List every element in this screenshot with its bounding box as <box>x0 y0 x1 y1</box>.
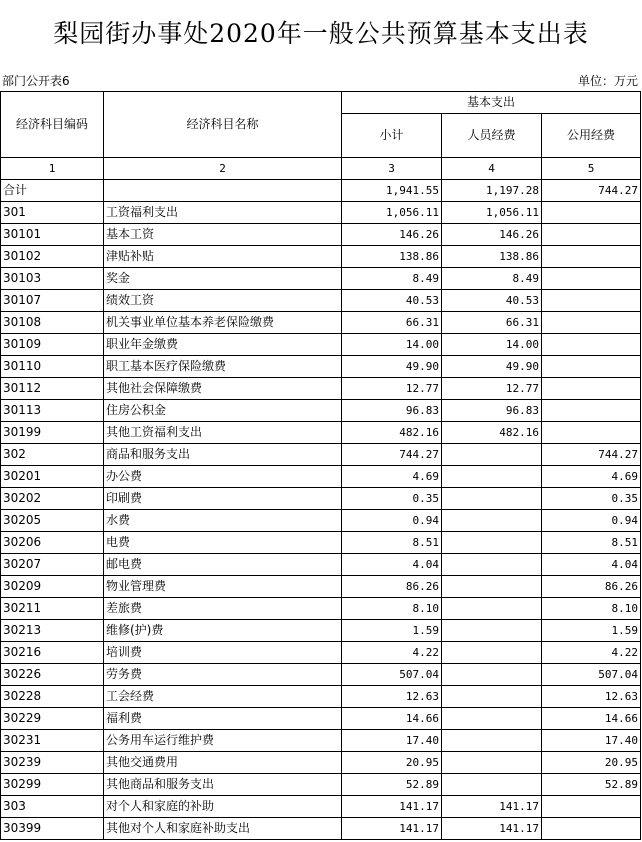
table-row <box>1 488 641 510</box>
row-personnel-cell: 40.53 <box>442 290 542 312</box>
table-row <box>1 642 641 664</box>
row-public-cell: 86.26 <box>542 576 641 598</box>
row-code-cell: 30207 <box>1 554 104 576</box>
row-personnel-cell: 1,197.28 <box>442 180 542 202</box>
row-subtotal-cell: 96.83 <box>342 400 442 422</box>
row-subtotal-cell: 20.95 <box>342 752 442 774</box>
row-personnel-cell <box>442 708 542 730</box>
row-name-cell: 水费 <box>104 510 342 532</box>
row-personnel-cell <box>442 554 542 576</box>
index-cell: 5 <box>542 158 641 180</box>
row-public-cell <box>542 290 641 312</box>
row-name-cell: 其他对个人和家庭补助支出 <box>104 818 342 840</box>
header-name: 经济科目名称 <box>104 92 342 158</box>
row-code-cell: 303 <box>1 796 104 818</box>
row-name-cell: 邮电费 <box>104 554 342 576</box>
row-subtotal-cell: 482.16 <box>342 422 442 444</box>
row-subtotal-cell: 40.53 <box>342 290 442 312</box>
row-name-cell: 其他交通费用 <box>104 752 342 774</box>
table-row <box>1 180 641 202</box>
index-row <box>1 158 641 180</box>
row-subtotal-cell: 1.59 <box>342 620 442 642</box>
row-name-cell: 办公费 <box>104 466 342 488</box>
row-public-cell: 507.04 <box>542 664 641 686</box>
row-name-cell: 商品和服务支出 <box>104 444 342 466</box>
table-row <box>1 554 641 576</box>
row-name-cell: 津贴补贴 <box>104 246 342 268</box>
row-subtotal-cell: 17.40 <box>342 730 442 752</box>
row-subtotal-cell: 52.89 <box>342 774 442 796</box>
budget-table <box>0 91 641 840</box>
index-cell: 1 <box>1 158 104 180</box>
row-subtotal-cell: 141.17 <box>342 796 442 818</box>
row-code-cell: 30110 <box>1 356 104 378</box>
row-name-cell: 其他商品和服务支出 <box>104 774 342 796</box>
row-code-cell: 合计 <box>1 180 104 202</box>
row-public-cell <box>542 246 641 268</box>
table-row <box>1 400 641 422</box>
row-personnel-cell <box>442 576 542 598</box>
row-personnel-cell <box>442 510 542 532</box>
row-name-cell: 基本工资 <box>104 224 342 246</box>
row-subtotal-cell: 0.94 <box>342 510 442 532</box>
row-personnel-cell <box>442 532 542 554</box>
table-row <box>1 686 641 708</box>
row-subtotal-cell: 8.51 <box>342 532 442 554</box>
row-code-cell: 30101 <box>1 224 104 246</box>
row-code-cell: 30226 <box>1 664 104 686</box>
row-personnel-cell <box>442 642 542 664</box>
table-row <box>1 510 641 532</box>
row-name-cell: 工资福利支出 <box>104 202 342 224</box>
row-public-cell: 14.66 <box>542 708 641 730</box>
row-public-cell: 17.40 <box>542 730 641 752</box>
row-name-cell: 劳务费 <box>104 664 342 686</box>
header-code: 经济科目编码 <box>1 92 104 158</box>
row-subtotal-cell: 0.35 <box>342 488 442 510</box>
row-subtotal-cell: 141.17 <box>342 818 442 840</box>
table-row <box>1 444 641 466</box>
row-name-cell: 对个人和家庭的补助 <box>104 796 342 818</box>
table-row <box>1 664 641 686</box>
header-basic-expenditure: 基本支出 <box>342 92 641 114</box>
row-code-cell: 30107 <box>1 290 104 312</box>
row-public-cell: 744.27 <box>542 180 641 202</box>
row-code-cell: 30202 <box>1 488 104 510</box>
table-row <box>1 224 641 246</box>
row-name-cell: 差旅费 <box>104 598 342 620</box>
table-row <box>1 466 641 488</box>
row-subtotal-cell: 4.04 <box>342 554 442 576</box>
row-subtotal-cell: 66.31 <box>342 312 442 334</box>
header-public: 公用经费 <box>542 114 641 158</box>
row-public-cell <box>542 202 641 224</box>
table-row <box>1 730 641 752</box>
row-public-cell <box>542 356 641 378</box>
row-code-cell: 301 <box>1 202 104 224</box>
row-public-cell <box>542 422 641 444</box>
unit-label: 单位：万元 <box>577 74 638 88</box>
row-subtotal-cell: 14.66 <box>342 708 442 730</box>
row-personnel-cell: 1,056.11 <box>442 202 542 224</box>
row-personnel-cell: 138.86 <box>442 246 542 268</box>
row-code-cell: 30201 <box>1 466 104 488</box>
row-code-cell: 30231 <box>1 730 104 752</box>
row-subtotal-cell: 4.69 <box>342 466 442 488</box>
row-personnel-cell: 8.49 <box>442 268 542 290</box>
page-title: 梨园街办事处2020年一般公共预算基本支出表 <box>53 19 589 48</box>
row-name-cell: 奖金 <box>104 268 342 290</box>
row-personnel-cell: 14.00 <box>442 334 542 356</box>
table-row <box>1 378 641 400</box>
row-code-cell: 30102 <box>1 246 104 268</box>
row-code-cell: 30228 <box>1 686 104 708</box>
row-personnel-cell <box>442 730 542 752</box>
row-subtotal-cell: 8.49 <box>342 268 442 290</box>
row-name-cell: 培训费 <box>104 642 342 664</box>
row-public-cell: 744.27 <box>542 444 641 466</box>
row-personnel-cell <box>442 444 542 466</box>
row-name-cell: 公务用车运行维护费 <box>104 730 342 752</box>
table-row <box>1 532 641 554</box>
row-name-cell: 福利费 <box>104 708 342 730</box>
header-row-top <box>1 92 641 114</box>
row-public-cell <box>542 312 641 334</box>
row-code-cell: 30108 <box>1 312 104 334</box>
row-code-cell: 30239 <box>1 752 104 774</box>
row-name-cell: 其他社会保障缴费 <box>104 378 342 400</box>
form-label: 部门公开表6 <box>2 74 70 88</box>
row-personnel-cell: 141.17 <box>442 818 542 840</box>
row-code-cell: 30209 <box>1 576 104 598</box>
row-name-cell: 职工基本医疗保险缴费 <box>104 356 342 378</box>
row-personnel-cell: 12.77 <box>442 378 542 400</box>
row-name-cell: 其他工资福利支出 <box>104 422 342 444</box>
row-personnel-cell: 49.90 <box>442 356 542 378</box>
row-public-cell: 52.89 <box>542 774 641 796</box>
row-subtotal-cell: 49.90 <box>342 356 442 378</box>
row-code-cell: 30113 <box>1 400 104 422</box>
row-name-cell: 绩效工资 <box>104 290 342 312</box>
table-row <box>1 290 641 312</box>
row-name-cell: 维修(护)费 <box>104 620 342 642</box>
index-cell: 3 <box>342 158 442 180</box>
index-cell: 4 <box>442 158 542 180</box>
row-code-cell: 30109 <box>1 334 104 356</box>
row-subtotal-cell: 14.00 <box>342 334 442 356</box>
row-subtotal-cell: 86.26 <box>342 576 442 598</box>
row-subtotal-cell: 12.77 <box>342 378 442 400</box>
table-row <box>1 312 641 334</box>
table-row <box>1 334 641 356</box>
row-personnel-cell: 66.31 <box>442 312 542 334</box>
row-personnel-cell: 141.17 <box>442 796 542 818</box>
row-personnel-cell: 146.26 <box>442 224 542 246</box>
table-row <box>1 246 641 268</box>
header-subtotal: 小计 <box>342 114 442 158</box>
row-public-cell <box>542 818 641 840</box>
row-code-cell: 302 <box>1 444 104 466</box>
row-public-cell: 0.94 <box>542 510 641 532</box>
row-subtotal-cell: 146.26 <box>342 224 442 246</box>
row-public-cell: 4.04 <box>542 554 641 576</box>
row-public-cell: 12.63 <box>542 686 641 708</box>
row-name-cell: 机关事业单位基本养老保险缴费 <box>104 312 342 334</box>
table-row <box>1 708 641 730</box>
row-code-cell: 30112 <box>1 378 104 400</box>
table-row <box>1 202 641 224</box>
row-personnel-cell <box>442 620 542 642</box>
row-name-cell: 职业年金缴费 <box>104 334 342 356</box>
table-row <box>1 774 641 796</box>
row-public-cell <box>542 378 641 400</box>
row-name-cell: 物业管理费 <box>104 576 342 598</box>
row-code-cell: 30205 <box>1 510 104 532</box>
row-public-cell: 8.10 <box>542 598 641 620</box>
row-code-cell: 30103 <box>1 268 104 290</box>
row-subtotal-cell: 4.22 <box>342 642 442 664</box>
row-subtotal-cell: 507.04 <box>342 664 442 686</box>
header-personnel: 人员经费 <box>442 114 542 158</box>
row-public-cell: 20.95 <box>542 752 641 774</box>
row-public-cell <box>542 400 641 422</box>
row-personnel-cell: 96.83 <box>442 400 542 422</box>
table-row <box>1 576 641 598</box>
table-row <box>1 598 641 620</box>
row-code-cell: 30211 <box>1 598 104 620</box>
row-public-cell: 1.59 <box>542 620 641 642</box>
row-name-cell: 工会经费 <box>104 686 342 708</box>
row-subtotal-cell: 138.86 <box>342 246 442 268</box>
row-personnel-cell <box>442 466 542 488</box>
table-row <box>1 422 641 444</box>
row-code-cell: 30299 <box>1 774 104 796</box>
row-code-cell: 30199 <box>1 422 104 444</box>
table-row <box>1 356 641 378</box>
row-public-cell <box>542 224 641 246</box>
row-code-cell: 30399 <box>1 818 104 840</box>
row-subtotal-cell: 8.10 <box>342 598 442 620</box>
row-personnel-cell <box>442 686 542 708</box>
row-code-cell: 30213 <box>1 620 104 642</box>
table-row <box>1 268 641 290</box>
row-name-cell: 住房公积金 <box>104 400 342 422</box>
row-personnel-cell <box>442 752 542 774</box>
table-row <box>1 752 641 774</box>
row-personnel-cell <box>442 664 542 686</box>
row-public-cell: 4.69 <box>542 466 641 488</box>
row-code-cell: 30206 <box>1 532 104 554</box>
row-subtotal-cell: 12.63 <box>342 686 442 708</box>
row-code-cell: 30229 <box>1 708 104 730</box>
table-row <box>1 620 641 642</box>
row-code-cell: 30216 <box>1 642 104 664</box>
row-public-cell: 8.51 <box>542 532 641 554</box>
table-row <box>1 818 641 840</box>
row-name-cell: 印刷费 <box>104 488 342 510</box>
row-subtotal-cell: 744.27 <box>342 444 442 466</box>
row-name-cell: 电费 <box>104 532 342 554</box>
row-subtotal-cell: 1,056.11 <box>342 202 442 224</box>
row-public-cell: 0.35 <box>542 488 641 510</box>
row-personnel-cell <box>442 488 542 510</box>
row-personnel-cell <box>442 774 542 796</box>
index-cell: 2 <box>104 158 342 180</box>
row-public-cell <box>542 796 641 818</box>
table-body <box>1 180 641 840</box>
row-name-cell <box>104 180 342 202</box>
row-public-cell: 4.22 <box>542 642 641 664</box>
row-public-cell <box>542 334 641 356</box>
row-personnel-cell: 482.16 <box>442 422 542 444</box>
row-subtotal-cell: 1,941.55 <box>342 180 442 202</box>
row-personnel-cell <box>442 598 542 620</box>
table-row <box>1 796 641 818</box>
row-public-cell <box>542 268 641 290</box>
